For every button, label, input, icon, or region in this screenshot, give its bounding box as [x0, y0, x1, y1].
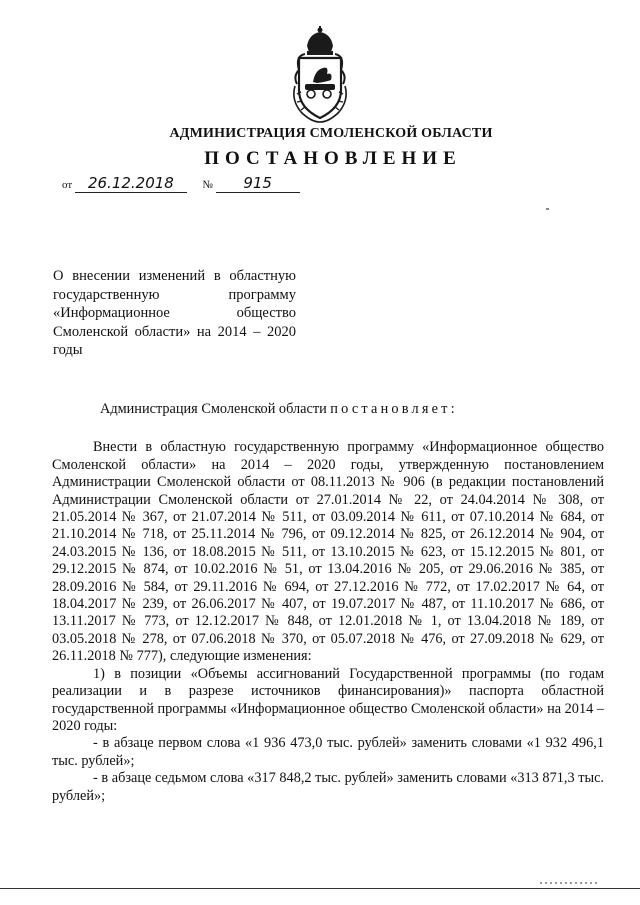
- resolution-intro: [52, 401, 604, 418]
- organization-name: АДМИНИСТРАЦИЯ СМОЛЕНСКОЙ ОБЛАСТИ: [169, 126, 493, 141]
- scan-artifact: [540, 882, 600, 884]
- intro-verb: постановляет:: [330, 401, 458, 417]
- subject-text: О внесении изменений в областную государственную программу «Информационное общество Смоленской области» на 2014 – 2020 годы: [53, 268, 296, 359]
- body-paragraph: - в абзаце седьмом слова «317 848,2 тыс. рублей» заменить словами «313 871,3 тыс. рублей»;: [52, 770, 604, 804]
- document-date: 26.12.2018: [75, 174, 187, 193]
- document-subject: [53, 267, 296, 360]
- number-prefix: №: [202, 179, 213, 191]
- document-number: 915: [216, 174, 300, 193]
- document-body: [52, 401, 604, 805]
- scan-speck: [546, 208, 549, 210]
- coat-of-arms-emblem: [287, 26, 353, 124]
- date-number-line: [62, 174, 300, 193]
- page-bottom-rule: [0, 888, 640, 889]
- body-paragraph: Внести в областную государственную программу «Информационное общество Смоленской области» на 2014 – 2020 годы, утвержденную постановлением Администрации Смоленской области от 08.11.2013 № 906 (в редакции постановлений Администрации Смоленской области от 27.01.2014 № 22, от 24.04.2014 № 308, от 21.05.2014 № 367, от 21.07.2014 № 511, от 03.09.2014 № 611, от 07.10.2014 № 684, от 21.10.2014 № 718, от 25.11.2014 № 796, от 09.12.2014 № 825, от 26.12.2014 № 904, от 24.03.2015 № 136, от 18.08.2015 № 511, от 13.10.2015 № 623, от 15.12.2015 № 801, от 29.12.2015 № 874, от 10.02.2016 № 51, от 13.04.2016 № 205, от 29.06.2016 № 385, от 28.09.2016 № 584, от 29.11.2016 № 694, от 27.12.2016 № 772, от 17.02.2017 № 64, от 18.04.2017 № 239, от 26.06.2017 № 407, от 19.07.2017 № 487, от 11.10.2017 № 686, от 13.11.2017 № 773, от 12.12.2017 № 848, от 12.01.2018 № 1, от 13.04.2018 № 189, от 03.05.2018 № 278, от 07.06.2018 № 370, от 05.07.2018 № 476, от 27.09.2018 № 629, от 26.11.2018 № 777), следующие изменения:: [52, 439, 604, 665]
- intro-prefix: Администрация Смоленской области: [100, 401, 331, 417]
- document-type-title: ПОСТАНОВЛЕНИЕ: [204, 148, 462, 169]
- body-paragraph: - в абзаце первом слова «1 936 473,0 тыс. рублей» заменить словами «1 932 496,1 тыс. рублей»;: [52, 735, 604, 769]
- body-paragraph: 1) в позиции «Объемы ассигнований Государственной программы (по годам реализации и в разрезе источников финансирования)» паспорта областной государственной программы «Информационное общество Смоленской области» на 2014 – 2020 годы:: [52, 665, 604, 734]
- date-prefix: от: [62, 179, 73, 191]
